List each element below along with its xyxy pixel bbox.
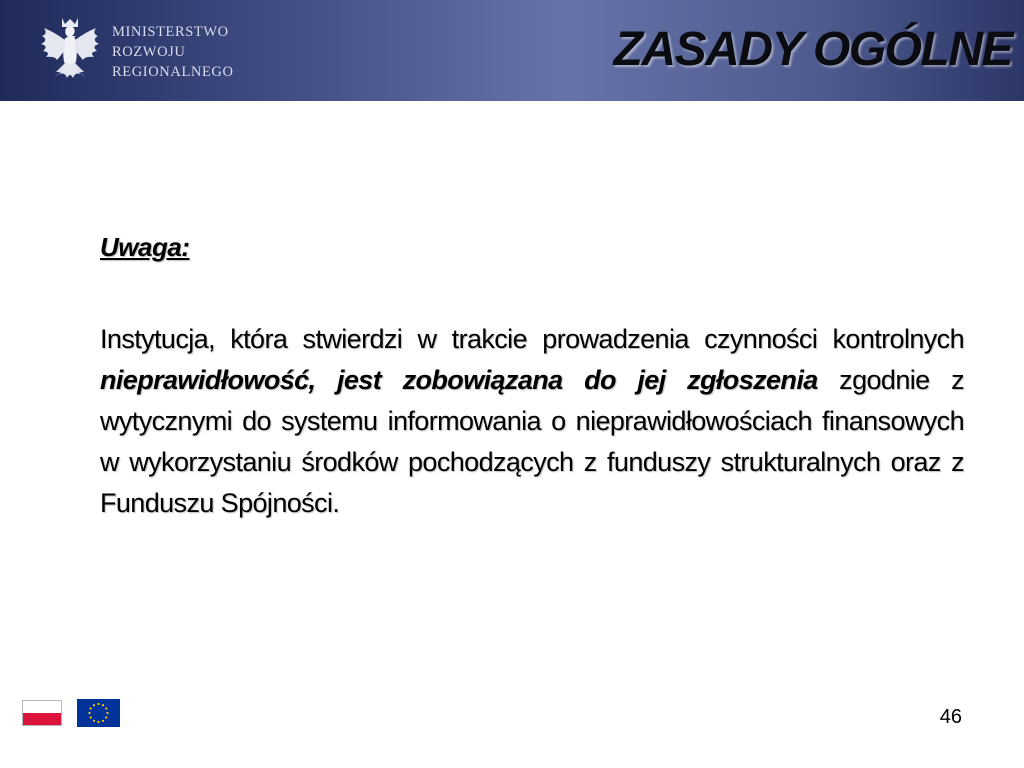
eagle-emblem-icon <box>36 14 104 88</box>
header-banner <box>0 0 1024 101</box>
page-number: 46 <box>939 706 962 728</box>
body-text-part-2: zgodnie z wytycznymi do systemu informowania o nieprawidłowościach finansowych w wykorzystaniu środków pochodzących z funduszy strukturalnych oraz z Funduszu Spójności. <box>100 365 964 518</box>
ministry-line-1: MINISTERSTWO <box>112 24 229 40</box>
slide-content <box>100 232 964 524</box>
poland-flag-icon <box>22 700 62 726</box>
ministry-line-3: REGIONALNEGO <box>112 64 234 80</box>
eu-flag-icon <box>77 699 120 727</box>
ministry-line-2: ROZWOJU <box>112 44 186 60</box>
slide-title: ZASADY OGÓLNE <box>613 23 1012 76</box>
body-emphasis: nieprawidłowość, jest zobowiązana do jej zgłoszenia <box>100 365 818 395</box>
ministry-name <box>112 22 234 82</box>
note-heading: Uwaga: <box>100 232 190 262</box>
body-text-part-1: Instytucja, która stwierdzi w trakcie prowadzenia czynności kontrolnych <box>100 324 964 354</box>
body-paragraph <box>100 319 964 524</box>
